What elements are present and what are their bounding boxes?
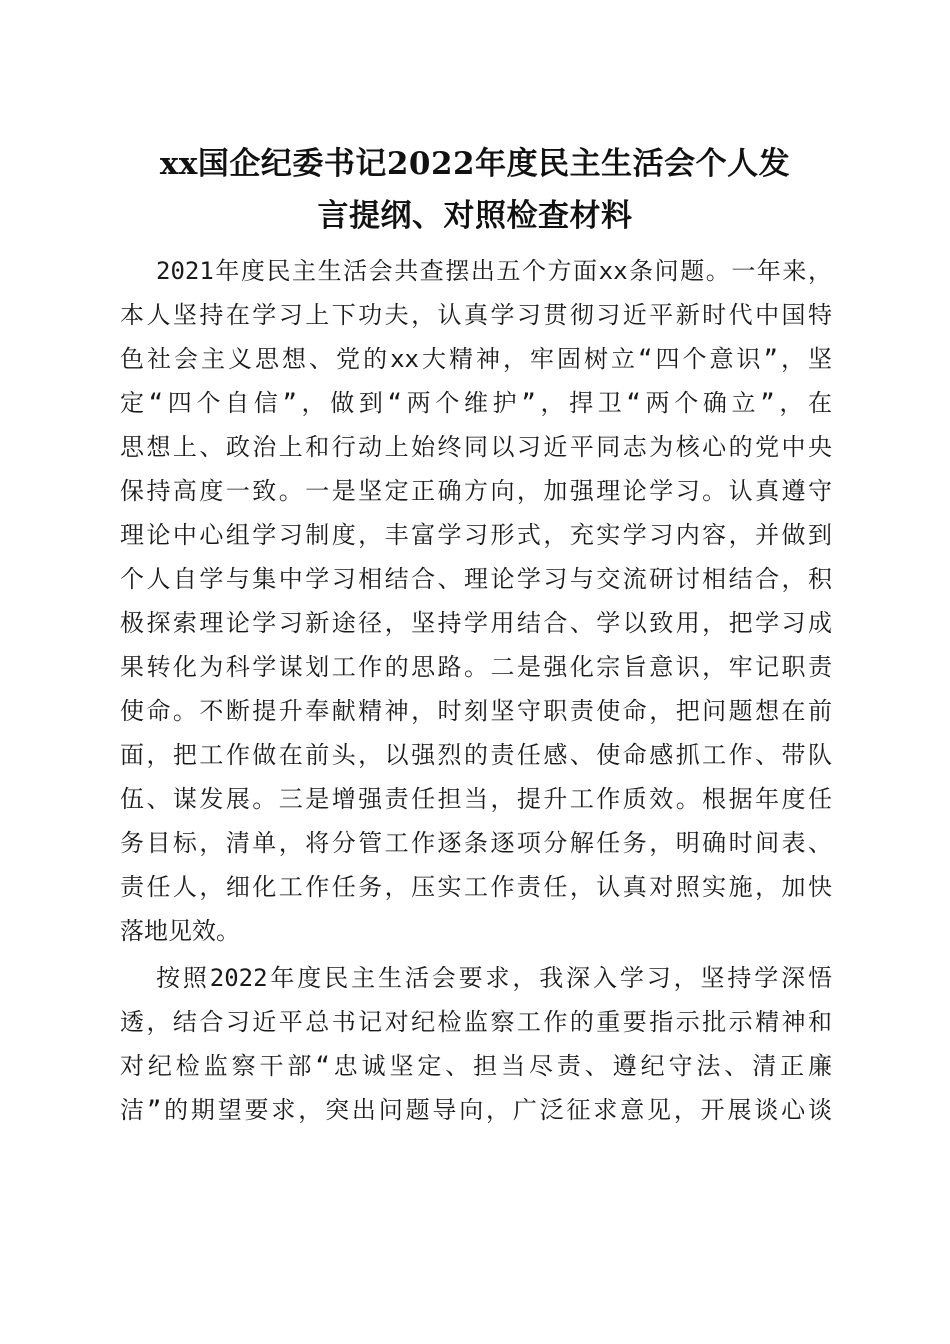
- paragraph-line: 本人坚持在学习上下功夫，认真学习贯彻习近平新时代中国特: [120, 301, 832, 329]
- paragraph-line: 定“四个自信”，做到“两个维护”，捍卫“两个确立”，在: [120, 389, 832, 417]
- paragraph-line: 个人自学与集中学习相结合、理论学习与交流研讨相结合，积: [120, 565, 832, 593]
- paragraph-line: 落地见效。: [120, 917, 240, 945]
- paragraph-line: 面，把工作做在前头，以强烈的责任感、使命感抓工作、带队: [120, 741, 832, 769]
- paragraph-line: 对纪检监察干部“忠诚坚定、担当尽责、遵纪守法、清正廉: [120, 1052, 832, 1080]
- paragraph-line: 极探索理论学习新途径，坚持学用结合、学以致用，把学习成: [120, 609, 832, 637]
- paragraph-2: [120, 956, 832, 1132]
- document-body: [120, 249, 832, 1132]
- title-line-2: 言提纲、对照检查材料: [317, 198, 633, 234]
- document-title: [110, 138, 840, 242]
- paragraph-1: [120, 249, 832, 953]
- paragraph-line: 洁”的期望要求，突出问题导向，广泛征求意见，开展谈心谈: [120, 1096, 832, 1124]
- paragraph-line: 使命。不断提升奉献精神，时刻坚守职责使命，把问题想在前: [120, 697, 832, 725]
- title-line-1: xx国企纪委书记2022年度民主生活会个人发: [159, 146, 791, 182]
- paragraph-line: 按照2022年度民主生活会要求，我深入学习，坚持学深悟: [156, 964, 832, 992]
- paragraph-line: 思想上、政治上和行动上始终同以习近平同志为核心的党中央: [120, 433, 832, 461]
- paragraph-line: 理论中心组学习制度，丰富学习形式，充实学习内容，并做到: [120, 521, 832, 549]
- paragraph-line: 责任人，细化工作任务，压实工作责任，认真对照实施，加快: [120, 873, 832, 901]
- paragraph-line: 2021年度民主生活会共查摆出五个方面xx条问题。一年来，: [156, 257, 832, 285]
- paragraph-line: 伍、谋发展。三是增强责任担当，提升工作质效。根据年度任: [120, 785, 832, 813]
- paragraph-line: 色社会主义思想、党的xx大精神，牢固树立“四个意识”，坚: [120, 345, 832, 373]
- paragraph-line: 保持高度一致。一是坚定正确方向，加强理论学习。认真遵守: [120, 477, 832, 505]
- paragraph-line: 务目标，清单，将分管工作逐条逐项分解任务，明确时间表、: [120, 829, 832, 857]
- paragraph-line: 透，结合习近平总书记对纪检监察工作的重要指示批示精神和: [120, 1008, 832, 1036]
- paragraph-line: 果转化为科学谋划工作的思路。二是强化宗旨意识，牢记职责: [120, 653, 832, 681]
